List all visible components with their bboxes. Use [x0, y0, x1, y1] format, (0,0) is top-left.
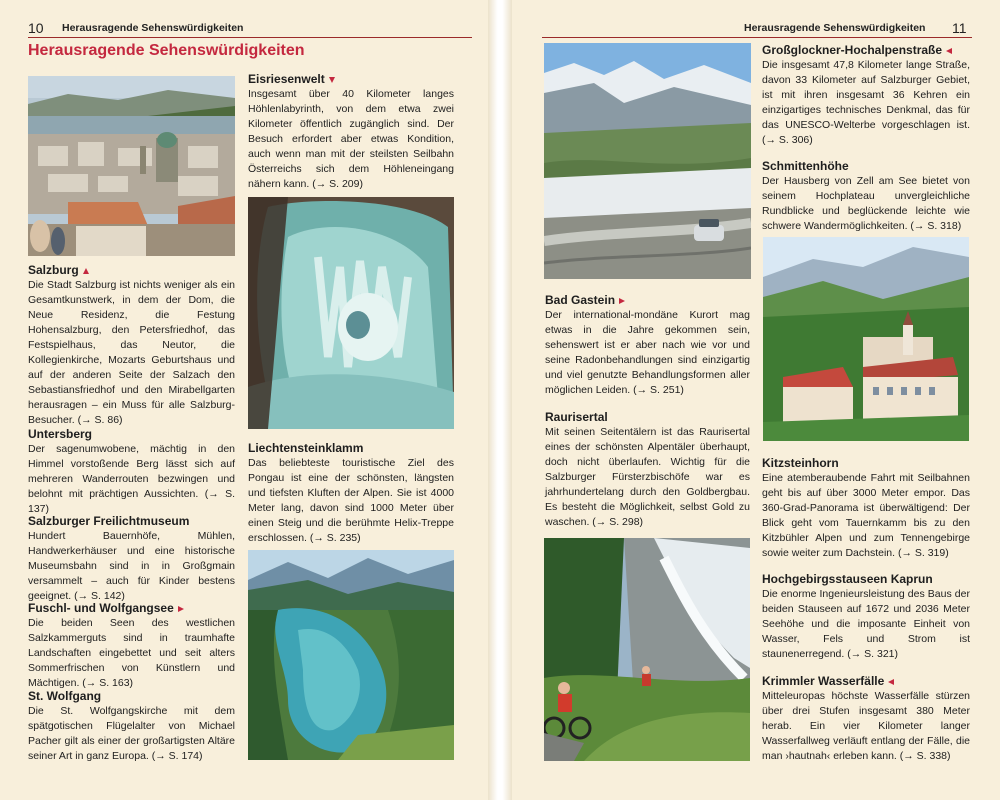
page-number-left: 10: [28, 20, 44, 36]
triangle-left-icon: [946, 48, 952, 54]
entry-text: Insgesamt über 40 Kilometer langes Höhlenlabyrinth, von dem etwa zwei Kilometer öffentlich zugänglich sind. Der Besuch erfordert aber etwas Kondition, auch wenn man mit der steilsten Seilbahn Österreichs sich dem Höhleneingang nähern kann. (→ S. 209): [248, 88, 454, 190]
entry-eisriesenwelt: [248, 71, 454, 192]
photo-ice-cave: [248, 197, 454, 429]
entry-text: Hundert Bauernhöfe, Mühlen, Handwerkerhäuser und eine historische Museumsbahn sind in in Großgmain versammelt – auch für Kinder bestens geeignet. (→ S. 142): [28, 530, 235, 602]
entry-liechtensteinklamm: [248, 440, 454, 546]
triangle-right-icon: [178, 606, 184, 612]
photo-lake: [248, 550, 454, 760]
photo-salzburg-city: [28, 76, 235, 256]
entry-st-wolfgang: [28, 688, 235, 764]
entry-grossglockner: [762, 42, 970, 148]
triangle-right-icon: [619, 298, 625, 304]
entry-text: Der international-mondäne Kurort mag etwas in die Jahre gekommen sein, sehenswert ist er aber nach wie vor und seine Radonbehandlungen sind einzigartig und viel genutzte Behandlungsformen aller möglichen Leiden. (→ S. 251): [545, 309, 750, 396]
section-title: Herausragende Sehenswürdigkeiten: [28, 42, 305, 59]
entry-title: Raurisertal: [545, 410, 608, 424]
entry-text: Die beiden Seen des westlichen Salzkammerguts sind in traumhafte Landschaften eingebettet und seit alters Sommerfrischen von Künstlern und Mächtigen. (→ S. 163): [28, 617, 235, 689]
right-page: [512, 0, 1000, 800]
entry-fuschl-wolfgangsee: [28, 600, 235, 691]
entry-freilichtmuseum: [28, 513, 235, 604]
book-gutter: [488, 0, 512, 800]
triangle-down-icon: [329, 77, 335, 83]
photo-mountain-road: [544, 43, 751, 279]
entry-raurisertal: [545, 409, 750, 530]
running-head-right: Herausragende Sehenswürdigkeiten: [744, 22, 926, 34]
entry-title: Hochgebirgsstauseen Kaprun: [762, 572, 933, 586]
photo-waterfall-cyclists: [544, 538, 750, 761]
header-rule: [28, 37, 472, 38]
entry-title: St. Wolfgang: [28, 689, 102, 703]
entry-kaprun: [762, 571, 970, 662]
entry-text: Die insgesamt 47,8 Kilometer lange Straße, davon 33 Kilometer auf Salzburger Gebiet, ist mit ihren insgesamt 36 Kehren ein einzigartiges technisches Denkmal, das für das UNESCO-Welterbe vorgeschlagen ist. (→ S. 306): [762, 59, 970, 146]
entry-text: Mitteleuropas höchste Wasserfälle stürzen über drei Stufen insgesamt 380 Meter herab. Ein vier Kilometer langer Wasserfallweg verläuft entlang der Fälle, die man ›hautnah‹ erleben kann. (→ S. 338): [762, 690, 970, 762]
triangle-left-icon: [888, 679, 894, 685]
entry-title: Liechtensteinklamm: [248, 441, 364, 455]
entry-title: Salzburg: [28, 263, 79, 277]
left-page: [0, 0, 488, 800]
entry-salzburg: [28, 262, 235, 428]
entry-title: Fuschl- und Wolfgangsee: [28, 601, 174, 615]
entry-kitzsteinhorn: [762, 455, 970, 561]
running-head-left: Herausragende Sehenswürdigkeiten: [62, 22, 244, 34]
entry-title: Bad Gastein: [545, 293, 616, 307]
page-number-right: 11: [952, 20, 967, 36]
entry-krimmler-wasserfaelle: [762, 673, 970, 764]
entry-title: Schmittenhöhe: [762, 159, 849, 173]
entry-text: Die Stadt Salzburg ist nichts weniger als ein Gesamtkunstwerk, in dem der Dom, die Neue Residenz, die Festung Hohensalzburg, den Petersfriedhof, das Festspielhaus, das Neutor, die Kollegienkirche, Mozarts Geburtshaus und auf der anderen Seite der Salzach den Sebastiansfriedhof und den Mirabellgarten herausragen – ein Muss für alle Salzburg-Besucher. (→ S. 86): [28, 279, 235, 426]
entry-title: Eisriesenwelt: [248, 72, 325, 86]
photo-bad-gastein: [763, 237, 969, 441]
entry-title: Krimmler Wasserfälle: [762, 674, 885, 688]
entry-text: Mit seinen Seitentälern ist das Raurisertal eines der schönsten Alpentäler überhaupt, doch nicht überlaufen. Wichtig für die Salzburger Fürsterzbischöfe war es jahrhundertelang durch den Goldbergbau. Es besteht die Möglichkeit, selbst Gold zu waschen. (→ S. 298): [545, 426, 750, 528]
entry-text: Eine atemberaubende Fahrt mit Seilbahnen geht bis auf über 3000 Meter empor. Das 360-Grad-Panorama ist überwältigend: Der Blick geht vom Tauernkamm bis zu den Kitzbühler Alpen und zum Tennengebirge sowie weiter zum Dachstein. (→ S. 319): [762, 472, 970, 559]
triangle-up-icon: [83, 268, 89, 274]
header-rule: [542, 37, 972, 38]
entry-text: Die St. Wolfgangskirche mit dem spätgotischen Flügelalter von Michael Pacher gilt als einer der großartigsten Altäre seiner Art in ganz Europa. (→ S. 174): [28, 705, 235, 762]
entry-title: Salzburger Freilichtmuseum: [28, 514, 190, 528]
entry-title: Großglockner-Hochalpenstraße: [762, 43, 943, 57]
entry-text: Der Hausberg von Zell am See bietet von seinem Hochplateau unvergleichliche Rundblicke und beglückende leichte wie schwere Wandermöglichkeiten. (→ S. 318): [762, 175, 970, 232]
entry-schmittenhoehe: [762, 158, 970, 234]
entry-text: Die enorme Ingenieursleistung des Baus der beiden Stauseen auf 1672 und 2036 Meter Seehöhe und die imposante Einheit von Wasser, Fels und Strom ist staunenerregend. (→ S. 321): [762, 588, 970, 660]
entry-bad-gastein: [545, 292, 750, 398]
entry-text: Das beliebteste touristische Ziel des Pongau ist eine der schönsten, längsten und tiefsten Kluften der Alpen. Sie ist 4000 Meter lang, davon sind 1000 Meter über einen Steig und die berühmte Helix-Treppe erschlossen. (→ S. 235): [248, 457, 454, 544]
entry-title: Untersberg: [28, 427, 93, 441]
entry-title: Kitzsteinhorn: [762, 456, 839, 470]
entry-untersberg: [28, 426, 235, 517]
entry-text: Der sagenumwobene, mächtig in den Himmel vorstoßende Berg lässt sich auf mehreren Wanderrouten bezwingen und belohnt mit prächtigen Aussichten. (→ S. 137): [28, 443, 235, 515]
